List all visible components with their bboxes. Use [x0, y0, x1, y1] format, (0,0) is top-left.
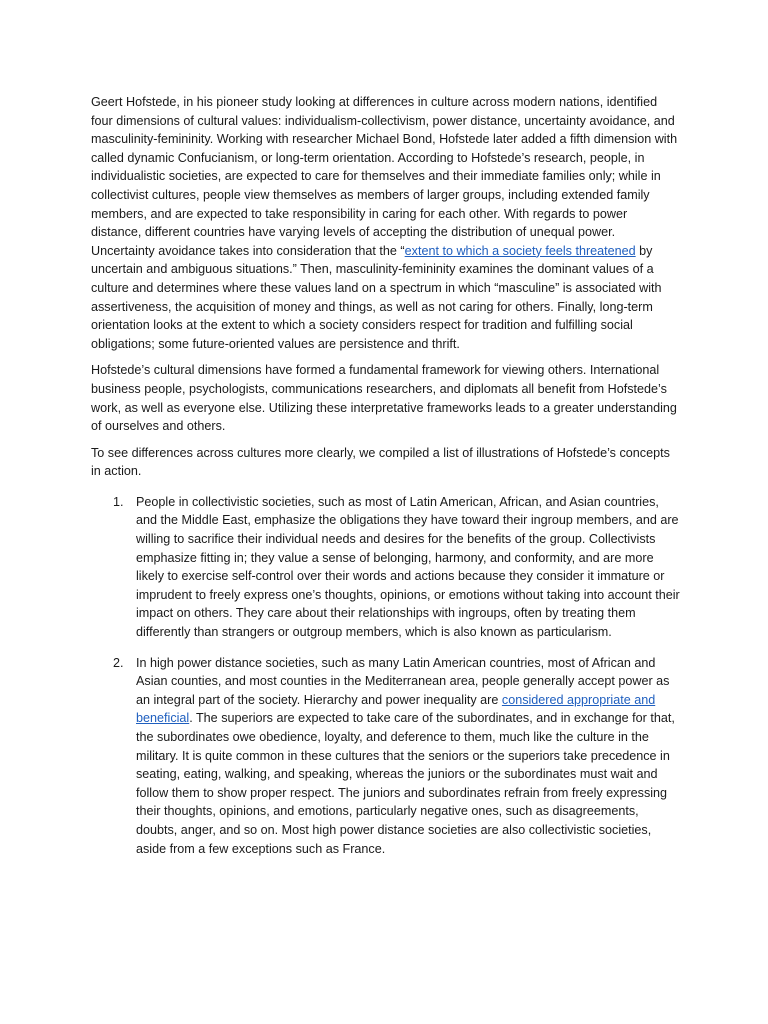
paragraph-framework: Hofstede’s cultural dimensions have formed a fundamental framework for viewing others. International business people, psychologists, communications researchers, and diplomats all benefit from Hofstede’s work, as well as everyone else. Utilizing these interpretative frameworks leads to a greater understanding of ourselves and others. [91, 363, 677, 434]
list-item-number: 1. [113, 494, 124, 509]
link-considered-appropriate-beneficial[interactable]: considered appropriate and beneficial [136, 692, 656, 726]
list-item-text-after: . The superiors are expected to take care of the subordinates, and in exchange for that, the subordinates owe obedience, loyalty, and deference to them, much like the culture in the military. It is quite common in these cultures that the seniors or the superiors take precedence in seating, eating, walking, and speaking, whereas the juniors or the subordinates must wait and follow them to show proper respect. The juniors and subordinates refrain from freely expressing their thoughts, opinions, and emotions, particularly negative ones, such as disagreements, doubts, anger, and so on. Most high power distance societies are also collectivistic societies, aside from a few exceptions such as France. [136, 711, 675, 856]
paragraph-1-text-before: Geert Hofstede, in his pioneer study looking at differences in culture across modern nations, identified four dimensions of cultural values: individualism-collectivism, power distance, uncertainty avoidance, and masculinity-femininity. Working with researcher Michael Bond, Hofstede later added a fifth dimension with called dynamic Confucianism, or long-term orientation. According to Hofstede’s research, people, in individualistic societies, are expected to care for themselves and their immediate families only; while in collectivist cultures, people view themselves as members of larger groups, including extended family members, and are expected to take responsibility in caring for each other. With regards to power distance, different countries have varying levels of accepting the distribution of unequal power. Uncertainty avoidance takes into consideration that the “ [91, 95, 678, 258]
list-item-number: 2. [113, 655, 124, 670]
list-item [91, 654, 681, 859]
document-page [91, 93, 681, 870]
list-item [91, 493, 681, 642]
paragraph-illustrations-intro: To see differences across cultures more clearly, we compiled a list of illustrations of Hofstede’s concepts in action. [91, 445, 670, 479]
paragraph-1-text-after: by uncertain and ambiguous situations.” Then, masculinity-femininity examines the dominant values of a culture and determines where these values land on a spectrum in which “masculine” is associated with assertiveness, the acquisition of money and things, as well as not caring for others. Finally, long-term orientation looks at the extent to which a society considers respect for tradition and fulfilling social obligations; some future-oriented values are persistence and thrift. [91, 243, 662, 351]
list-item-text-before: In high power distance societies, such as many Latin American countries, most of African and Asian counties, and most counties in the Mediterranean area, people generally accept power as an integral part of the society. Hierarchy and power inequality are [136, 655, 670, 707]
link-extent-society-threatened[interactable]: extent to which a society feels threatened [404, 243, 636, 258]
illustrations-list [91, 493, 681, 858]
paragraph-hofstede-dimensions [91, 93, 681, 353]
list-item-text: People in collectivistic societies, such as most of Latin American, African, and Asian countries, and the Middle East, emphasize the obligations they have toward their ingroup members, and are willing to sacrifice their individual needs and desires for the benefits of the group. Collectivists emphasize fitting in; they value a sense of belonging, harmony, and conformity, and are more likely to exercise self-control over their words and actions because they consider it immature or imprudent to freely express one’s thoughts, opinions, or emotions without taking into account their impact on others. They care about their relationships with ingroups, often by treating them differently than strangers or outgroup members, which is also known as particularism. [136, 494, 680, 640]
